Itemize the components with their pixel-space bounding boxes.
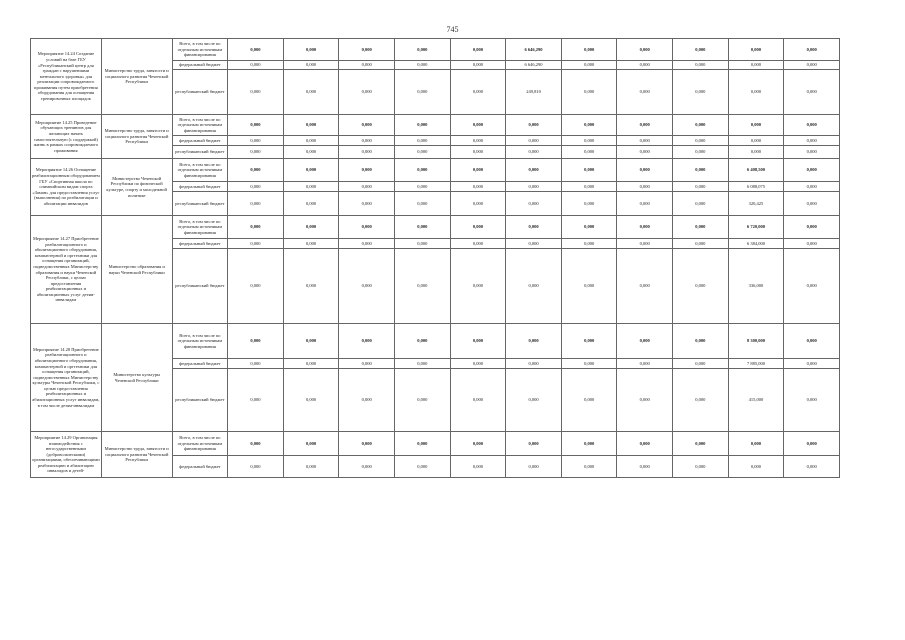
amount-cell: 0,000 [673, 61, 729, 70]
amount-cell: 0,000 [784, 136, 840, 146]
amount-cell: 0,000 [506, 432, 562, 456]
funding-source: федеральный бюджет [172, 61, 228, 70]
executor-name: Министерство культуры Чеченской Республики [101, 324, 172, 432]
funding-source: Всего, в том числе по отдельным источникам финансирования [172, 432, 228, 456]
amount-cell: 0,000 [617, 239, 673, 249]
amount-cell: 0,000 [784, 456, 840, 478]
amount-cell: 0,000 [450, 115, 506, 136]
amount-cell: 0,000 [228, 369, 284, 432]
executor-name: Министерство труда, занятости и социального развития Чеченской Республики [101, 115, 172, 159]
amount-cell: 0,000 [283, 61, 339, 70]
amount-cell: 0,000 [283, 115, 339, 136]
measure-name: Мероприятие 14.25 Проведение обучающих тренингов для желающих начать самостоятельную (с поддержкой) жизнь в рамках сопровождаемого проживания [31, 115, 102, 159]
amount-cell: 0,000 [617, 456, 673, 478]
amount-cell: 0,000 [450, 39, 506, 61]
amount-cell: 0,000 [339, 39, 395, 61]
table-row [31, 216, 840, 239]
amount-cell: 6 384,000 [728, 239, 784, 249]
funding-source: республиканский бюджет [172, 70, 228, 115]
amount-cell: 0,000 [728, 115, 784, 136]
funding-source: федеральный бюджет [172, 456, 228, 478]
page-number: 745 [446, 25, 459, 34]
amount-cell: 0,000 [283, 324, 339, 359]
amount-cell: 415,000 [728, 369, 784, 432]
measure-name: Мероприятие 14.24 Создание условий на базе ГБУ «Республиканский центр для граждан с нарушениями ментального здоровья» для реализации сопровождаемого проживания путем приобретения оборудования для оснащения тренировочных площадок [31, 39, 102, 115]
amount-cell: 0,000 [784, 249, 840, 324]
executor-name: Министерство труда, занятости и социального развития Чеченской Республики [101, 432, 172, 478]
amount-cell: 0,000 [395, 159, 451, 182]
funding-source: Всего, в том числе по отдельным источникам финансирования [172, 39, 228, 61]
amount-cell: 0,000 [339, 369, 395, 432]
amount-cell: 0,000 [561, 359, 617, 369]
amount-cell: 0,000 [283, 359, 339, 369]
amount-cell: 0,000 [450, 324, 506, 359]
amount-cell: 0,000 [617, 115, 673, 136]
amount-cell: 0,000 [673, 456, 729, 478]
amount-cell: 0,000 [228, 159, 284, 182]
amount-cell: 0,000 [450, 359, 506, 369]
executor-name: Министерство Чеченской Республики по физической культуре, спорту и молодежной политике [101, 159, 172, 216]
amount-cell: 0,000 [617, 324, 673, 359]
amount-cell: 0,000 [450, 61, 506, 70]
amount-cell: 0,000 [728, 136, 784, 146]
amount-cell: 0,000 [339, 136, 395, 146]
amount-cell: 0,000 [339, 192, 395, 216]
amount-cell: 0,000 [784, 432, 840, 456]
amount-cell: 0,000 [395, 359, 451, 369]
table-row [31, 159, 840, 182]
amount-cell: 0,000 [283, 159, 339, 182]
amount-cell: 0,000 [561, 39, 617, 61]
amount-cell: 0,000 [228, 432, 284, 456]
measure-name: Мероприятие 14.27 Приобретение реабилитационного и абилитационного оборудования, компьютерной и оргтехники для оснащения организаций, подведомственных Министерству образования и науки Чеченской Республики, с целью предоставления реабилитационных и абилитационных услуг детям-инвалидам [31, 216, 102, 324]
amount-cell: 0,000 [450, 249, 506, 324]
amount-cell: 6 720,000 [728, 216, 784, 239]
amount-cell: 336,000 [728, 249, 784, 324]
amount-cell: 0,000 [673, 39, 729, 61]
amount-cell: 0,000 [395, 39, 451, 61]
amount-cell: 0,000 [395, 369, 451, 432]
table-row [31, 115, 840, 136]
amount-cell: 0,000 [617, 249, 673, 324]
amount-cell: 0,000 [784, 159, 840, 182]
amount-cell: 0,000 [728, 146, 784, 159]
amount-cell: 0,000 [450, 456, 506, 478]
amount-cell: 0,000 [617, 369, 673, 432]
amount-cell: 0,000 [339, 249, 395, 324]
amount-cell: 0,000 [339, 432, 395, 456]
amount-cell: 0,000 [784, 239, 840, 249]
amount-cell: 0,000 [617, 70, 673, 115]
funding-source: республиканский бюджет [172, 192, 228, 216]
amount-cell: 0,000 [450, 146, 506, 159]
amount-cell: 0,000 [561, 216, 617, 239]
amount-cell: 0,000 [561, 456, 617, 478]
amount-cell: 0,000 [228, 61, 284, 70]
amount-cell: 0,000 [283, 216, 339, 239]
amount-cell: 0,000 [506, 456, 562, 478]
amount-cell: 0,000 [617, 192, 673, 216]
amount-cell: 0,000 [395, 324, 451, 359]
amount-cell: 0,000 [228, 39, 284, 61]
amount-cell: 0,000 [395, 146, 451, 159]
funding-source: Всего, в том числе по отдельным источникам финансирования [172, 216, 228, 239]
amount-cell: 0,000 [339, 456, 395, 478]
amount-cell: 0,000 [561, 432, 617, 456]
funding-source: Всего, в том числе по отдельным источникам финансирования [172, 115, 228, 136]
amount-cell: 0,000 [228, 70, 284, 115]
amount-cell: 0,000 [784, 369, 840, 432]
amount-cell: 0,000 [617, 146, 673, 159]
amount-cell: 0,000 [673, 192, 729, 216]
amount-cell: 0,000 [728, 61, 784, 70]
amount-cell: 0,000 [228, 115, 284, 136]
funding-source: республиканский бюджет [172, 369, 228, 432]
amount-cell: 0,000 [561, 70, 617, 115]
funding-source: Всего, в том числе по отдельным источникам финансирования [172, 324, 228, 359]
amount-cell: 0,000 [617, 216, 673, 239]
amount-cell: 0,000 [339, 182, 395, 192]
amount-cell: 0,000 [395, 239, 451, 249]
amount-cell: 0,000 [617, 432, 673, 456]
amount-cell: 0,000 [339, 239, 395, 249]
funding-source: федеральный бюджет [172, 359, 228, 369]
amount-cell: 0,000 [228, 359, 284, 369]
funding-source: федеральный бюджет [172, 239, 228, 249]
amount-cell: 0,000 [617, 61, 673, 70]
amount-cell: 0,000 [561, 159, 617, 182]
amount-cell: 0,000 [784, 359, 840, 369]
amount-cell: 0,000 [673, 136, 729, 146]
amount-cell: 0,000 [561, 239, 617, 249]
amount-cell: 6 408,500 [728, 159, 784, 182]
amount-cell: 0,000 [673, 432, 729, 456]
amount-cell: 0,000 [339, 70, 395, 115]
amount-cell: 0,000 [283, 239, 339, 249]
amount-cell: 0,000 [617, 159, 673, 182]
amount-cell: 0,000 [784, 192, 840, 216]
amount-cell: 0,000 [283, 136, 339, 146]
funding-source: федеральный бюджет [172, 182, 228, 192]
amount-cell: 0,000 [283, 182, 339, 192]
amount-cell: 0,000 [283, 39, 339, 61]
amount-cell: 0,000 [450, 239, 506, 249]
amount-cell: 0,000 [506, 369, 562, 432]
amount-cell: 320,425 [728, 192, 784, 216]
table-row [31, 39, 840, 61]
amount-cell: 0,000 [561, 182, 617, 192]
amount-cell: 0,000 [228, 456, 284, 478]
amount-cell: 0,000 [673, 115, 729, 136]
funding-source: федеральный бюджет [172, 136, 228, 146]
amount-cell: 0,000 [450, 70, 506, 115]
amount-cell: 0,000 [395, 192, 451, 216]
amount-cell: 7 885,000 [728, 359, 784, 369]
amount-cell: 0,000 [450, 192, 506, 216]
table-row [31, 324, 840, 359]
amount-cell: 0,000 [673, 216, 729, 239]
amount-cell: 0,000 [673, 359, 729, 369]
amount-cell: 0,000 [673, 324, 729, 359]
measure-name: Мероприятие 14.29 Организация взаимодействия с негосударственными (добровольческими) организациями, обеспечивающими реабилитацию и абилитацию инвалидов и детей- [31, 432, 102, 478]
amount-cell: 0,000 [450, 159, 506, 182]
amount-cell: 0,000 [339, 216, 395, 239]
amount-cell: 0,000 [728, 39, 784, 61]
amount-cell: 0,000 [673, 239, 729, 249]
amount-cell: 0,000 [784, 182, 840, 192]
amount-cell: 0,000 [395, 456, 451, 478]
amount-cell: 0,000 [283, 369, 339, 432]
amount-cell: 0,000 [339, 359, 395, 369]
amount-cell: 0,000 [506, 182, 562, 192]
amount-cell: 0,000 [617, 182, 673, 192]
amount-cell: 0,000 [506, 115, 562, 136]
amount-cell: 0,000 [617, 39, 673, 61]
amount-cell: 0,000 [395, 249, 451, 324]
amount-cell: 0,000 [450, 182, 506, 192]
amount-cell: 0,000 [450, 216, 506, 239]
amount-cell: 0,000 [673, 159, 729, 182]
amount-cell: 0,000 [561, 369, 617, 432]
amount-cell: 0,000 [784, 61, 840, 70]
amount-cell: 0,000 [561, 249, 617, 324]
amount-cell: 0,000 [561, 324, 617, 359]
amount-cell: 0,000 [506, 192, 562, 216]
amount-cell: 0,000 [339, 146, 395, 159]
amount-cell: 0,000 [395, 432, 451, 456]
amount-cell: 0,000 [728, 456, 784, 478]
amount-cell: 0,000 [395, 182, 451, 192]
amount-cell: 0,000 [283, 70, 339, 115]
amount-cell: 8 300,000 [728, 324, 784, 359]
amount-cell: 0,000 [450, 136, 506, 146]
amount-cell: 0,000 [728, 70, 784, 115]
funding-source: республиканский бюджет [172, 249, 228, 324]
amount-cell: 0,000 [673, 369, 729, 432]
measure-name: Мероприятие 14.26 Оснащение реабилитационным оборудованием ГБУ «Спортивная школа по олимпийским видам спорта «Заман» для предоставления услуг (выполнения) по реабилитации и абилитации инвалидов [31, 159, 102, 216]
amount-cell: 0,000 [561, 115, 617, 136]
budget-table [30, 38, 840, 478]
amount-cell: 0,000 [617, 359, 673, 369]
amount-cell: 0,000 [228, 192, 284, 216]
amount-cell: 0,000 [228, 216, 284, 239]
amount-cell: 0,000 [228, 146, 284, 159]
amount-cell: 0,000 [450, 432, 506, 456]
amount-cell: 0,000 [784, 324, 840, 359]
amount-cell: 0,000 [561, 146, 617, 159]
amount-cell: 0,000 [228, 249, 284, 324]
amount-cell: 0,000 [561, 192, 617, 216]
amount-cell: 0,000 [784, 146, 840, 159]
funding-source: Всего, в том числе по отдельным источникам финансирования [172, 159, 228, 182]
amount-cell: 0,000 [617, 136, 673, 146]
table-row [31, 432, 840, 456]
amount-cell: 0,000 [784, 216, 840, 239]
amount-cell: 0,000 [506, 324, 562, 359]
amount-cell: 0,000 [673, 182, 729, 192]
amount-cell: 0,000 [283, 192, 339, 216]
amount-cell: 0,000 [673, 249, 729, 324]
amount-cell: 0,000 [395, 70, 451, 115]
amount-cell: 0,000 [506, 216, 562, 239]
amount-cell: 0,000 [506, 239, 562, 249]
amount-cell: 0,000 [395, 115, 451, 136]
measure-name: Мероприятие 14.28 Приобретение реабилитационного и абилитационного оборудования, компьютерной и оргтехники для оснащения организаций, подведомственных Министерству культуры Чеченской Республики, с целью предоставления реабилитационных и абилитационных услуг инвалидам, в том числе детям-инвалидам [31, 324, 102, 432]
funding-source: республиканский бюджет [172, 146, 228, 159]
amount-cell: 0,000 [506, 359, 562, 369]
amount-cell: 0,000 [283, 432, 339, 456]
amount-cell: 0,000 [283, 456, 339, 478]
amount-cell: 0,000 [506, 146, 562, 159]
amount-cell: 0,000 [228, 182, 284, 192]
amount-cell: 0,000 [339, 159, 395, 182]
amount-cell: 0,000 [673, 70, 729, 115]
amount-cell: 0,000 [395, 216, 451, 239]
amount-cell: 0,000 [728, 432, 784, 456]
amount-cell: 249,810 [506, 70, 562, 115]
amount-cell: 0,000 [395, 61, 451, 70]
amount-cell: 6 646,290 [506, 39, 562, 61]
amount-cell: 0,000 [339, 61, 395, 70]
amount-cell: 0,000 [506, 159, 562, 182]
amount-cell: 0,000 [561, 61, 617, 70]
amount-cell: 0,000 [450, 369, 506, 432]
amount-cell: 0,000 [339, 115, 395, 136]
amount-cell: 0,000 [228, 136, 284, 146]
amount-cell: 0,000 [784, 39, 840, 61]
amount-cell: 0,000 [561, 136, 617, 146]
amount-cell: 0,000 [283, 146, 339, 159]
amount-cell: 0,000 [673, 146, 729, 159]
amount-cell: 6 088,075 [728, 182, 784, 192]
amount-cell: 0,000 [784, 70, 840, 115]
amount-cell: 6 646,290 [506, 61, 562, 70]
amount-cell: 0,000 [506, 136, 562, 146]
amount-cell: 0,000 [339, 324, 395, 359]
amount-cell: 0,000 [395, 136, 451, 146]
amount-cell: 0,000 [283, 249, 339, 324]
amount-cell: 0,000 [784, 115, 840, 136]
amount-cell: 0,000 [228, 324, 284, 359]
amount-cell: 0,000 [228, 239, 284, 249]
executor-name: Министерство труда, занятости и социального развития Чеченской Республики [101, 39, 172, 115]
amount-cell: 0,000 [506, 249, 562, 324]
executor-name: Министерство образования и науки Чеченской Республики [101, 216, 172, 324]
